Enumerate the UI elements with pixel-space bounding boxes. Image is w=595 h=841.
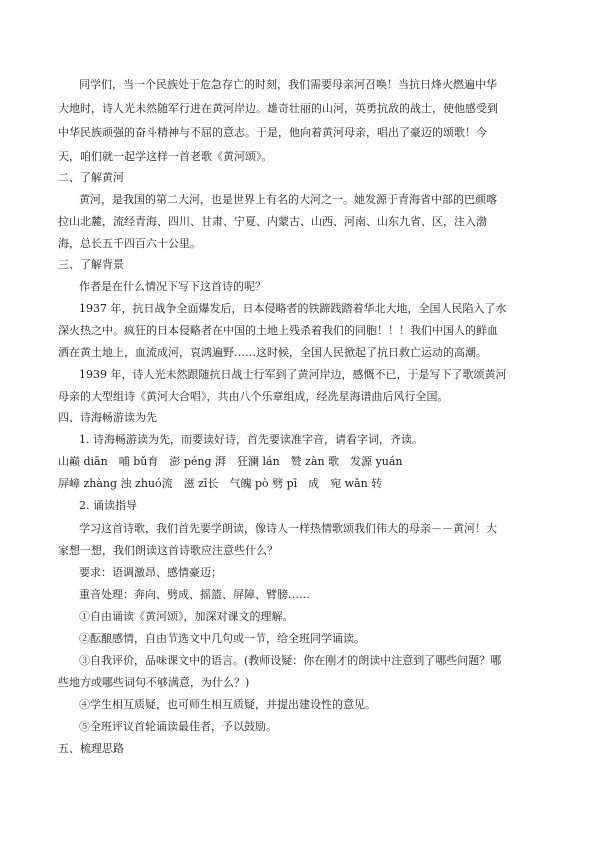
paragraph-line: 些地方或哪些词句不够满意，为什么？) [58, 676, 250, 689]
paragraph-line: 2. 诵读指导 [79, 499, 137, 512]
paragraph-line: 海，总长五千四百六十公里。 [58, 237, 201, 250]
paragraph-line: 1939 年，诗人光未然跟随抗日战士行军到了黄河岸边，感慨不已，于是写下了歌颂黄河 [79, 368, 507, 381]
intro-line: 大地时，诗人光未然随军行进在黄河岸边。雄奇壮丽的山河，英勇抗敌的战士，使他感受到 [58, 102, 498, 115]
paragraph-line: ①自由诵读《黄河颂》，加深对课文的理解。 [79, 610, 294, 623]
paragraph-line: 深火热之中。疯狂的日本侵略者在中国的土地上残杀着我们的同胞！！！我们中国人的鲜血 [58, 324, 498, 337]
section-heading: 五、梳理思路 [58, 742, 124, 755]
vocab-line: 屏嶂 zhàng 浊 zhuó流 滋 zī长 气魄 pò 劈 pī 成 宛 wǎn 转 [58, 477, 383, 490]
intro-line: 同学们，当一个民族处于危急存亡的时刻，我们需要母亲河召唤！当抗日烽火燃遍中华 [79, 78, 497, 91]
paragraph-line: 拉山北麓，流经青海、四川、甘肃、宁夏、内蒙古、山西、河南、山东九省、区，注入渤 [58, 215, 487, 228]
paragraph-line: ②酝酿感情，自由节选文中几句或一节，给全班同学诵读。 [79, 632, 365, 645]
paragraph-line: ⑤全班评议首轮诵读最佳者，予以鼓励。 [79, 720, 277, 733]
paragraph-line: 要求：语调激昂、感情豪迈； [79, 566, 222, 579]
paragraph-line: ③自我评价，品味课文中的语言。(教师设疑：你在刚才的朗读中注意到了哪些问题？哪 [79, 654, 502, 667]
section-heading: 三、了解背景 [58, 258, 124, 271]
paragraph-line: 重音处理：奔向、劈成、摇篮、屏障、臂膀…… [79, 588, 310, 601]
paragraph-line: 家想一想，我们朗读这首诗歌应注意些什么？ [58, 544, 278, 557]
paragraph-line: ④学生相互质疑，也可师生相互质疑，并提出建设性的意见。 [79, 698, 376, 711]
vocab-line: 山巅 diān 哺 bǔ育 澎 péng 湃 狂澜 lán 赞 zàn 歌 发源 yuán [58, 455, 403, 468]
section-heading: 二、了解黄河 [58, 171, 124, 184]
paragraph-line: 黄河，是我国的第二大河，也是世界上有名的大河之一。她发源于青海省中部的巴颜喀 [79, 193, 497, 206]
intro-line: 中华民族顽强的奋斗精神与不屈的意志。于是，他向着黄河母亲，唱出了豪迈的颂歌！今 [58, 126, 487, 139]
section-heading: 四、诗海畅游读为先 [58, 411, 157, 424]
paragraph-line: 学习这首诗歌，我们首先要学朗读，像诗人一样热情歌颂我们伟大的母亲－－黄河！大 [79, 522, 497, 535]
paragraph-line: 1937 年，抗日战争全面爆发后，日本侵略者的铁蹄践踏着华北大地，全国人民陷入了水 [79, 302, 507, 315]
paragraph-line: 母亲的大型组诗《黄河大合唱》，共由八个乐章组成，经冼星海谱曲后风行全国。 [58, 390, 449, 403]
paragraph-line: 1. 诗海畅游读为先，而要读好诗，首先要读准字音，请看字词，齐读。 [79, 433, 423, 446]
paragraph-line: 作者是在什么情况下写下这首诗的呢？ [79, 280, 266, 293]
intro-line: 天，咱们就一起学这样一首老歌《黄河颂》。 [58, 150, 273, 163]
paragraph-line: 洒在黄土地上，血流成河，哀鸿遍野……这时候，全国人民掀起了抗日救亡运动的高潮。 [58, 346, 487, 359]
